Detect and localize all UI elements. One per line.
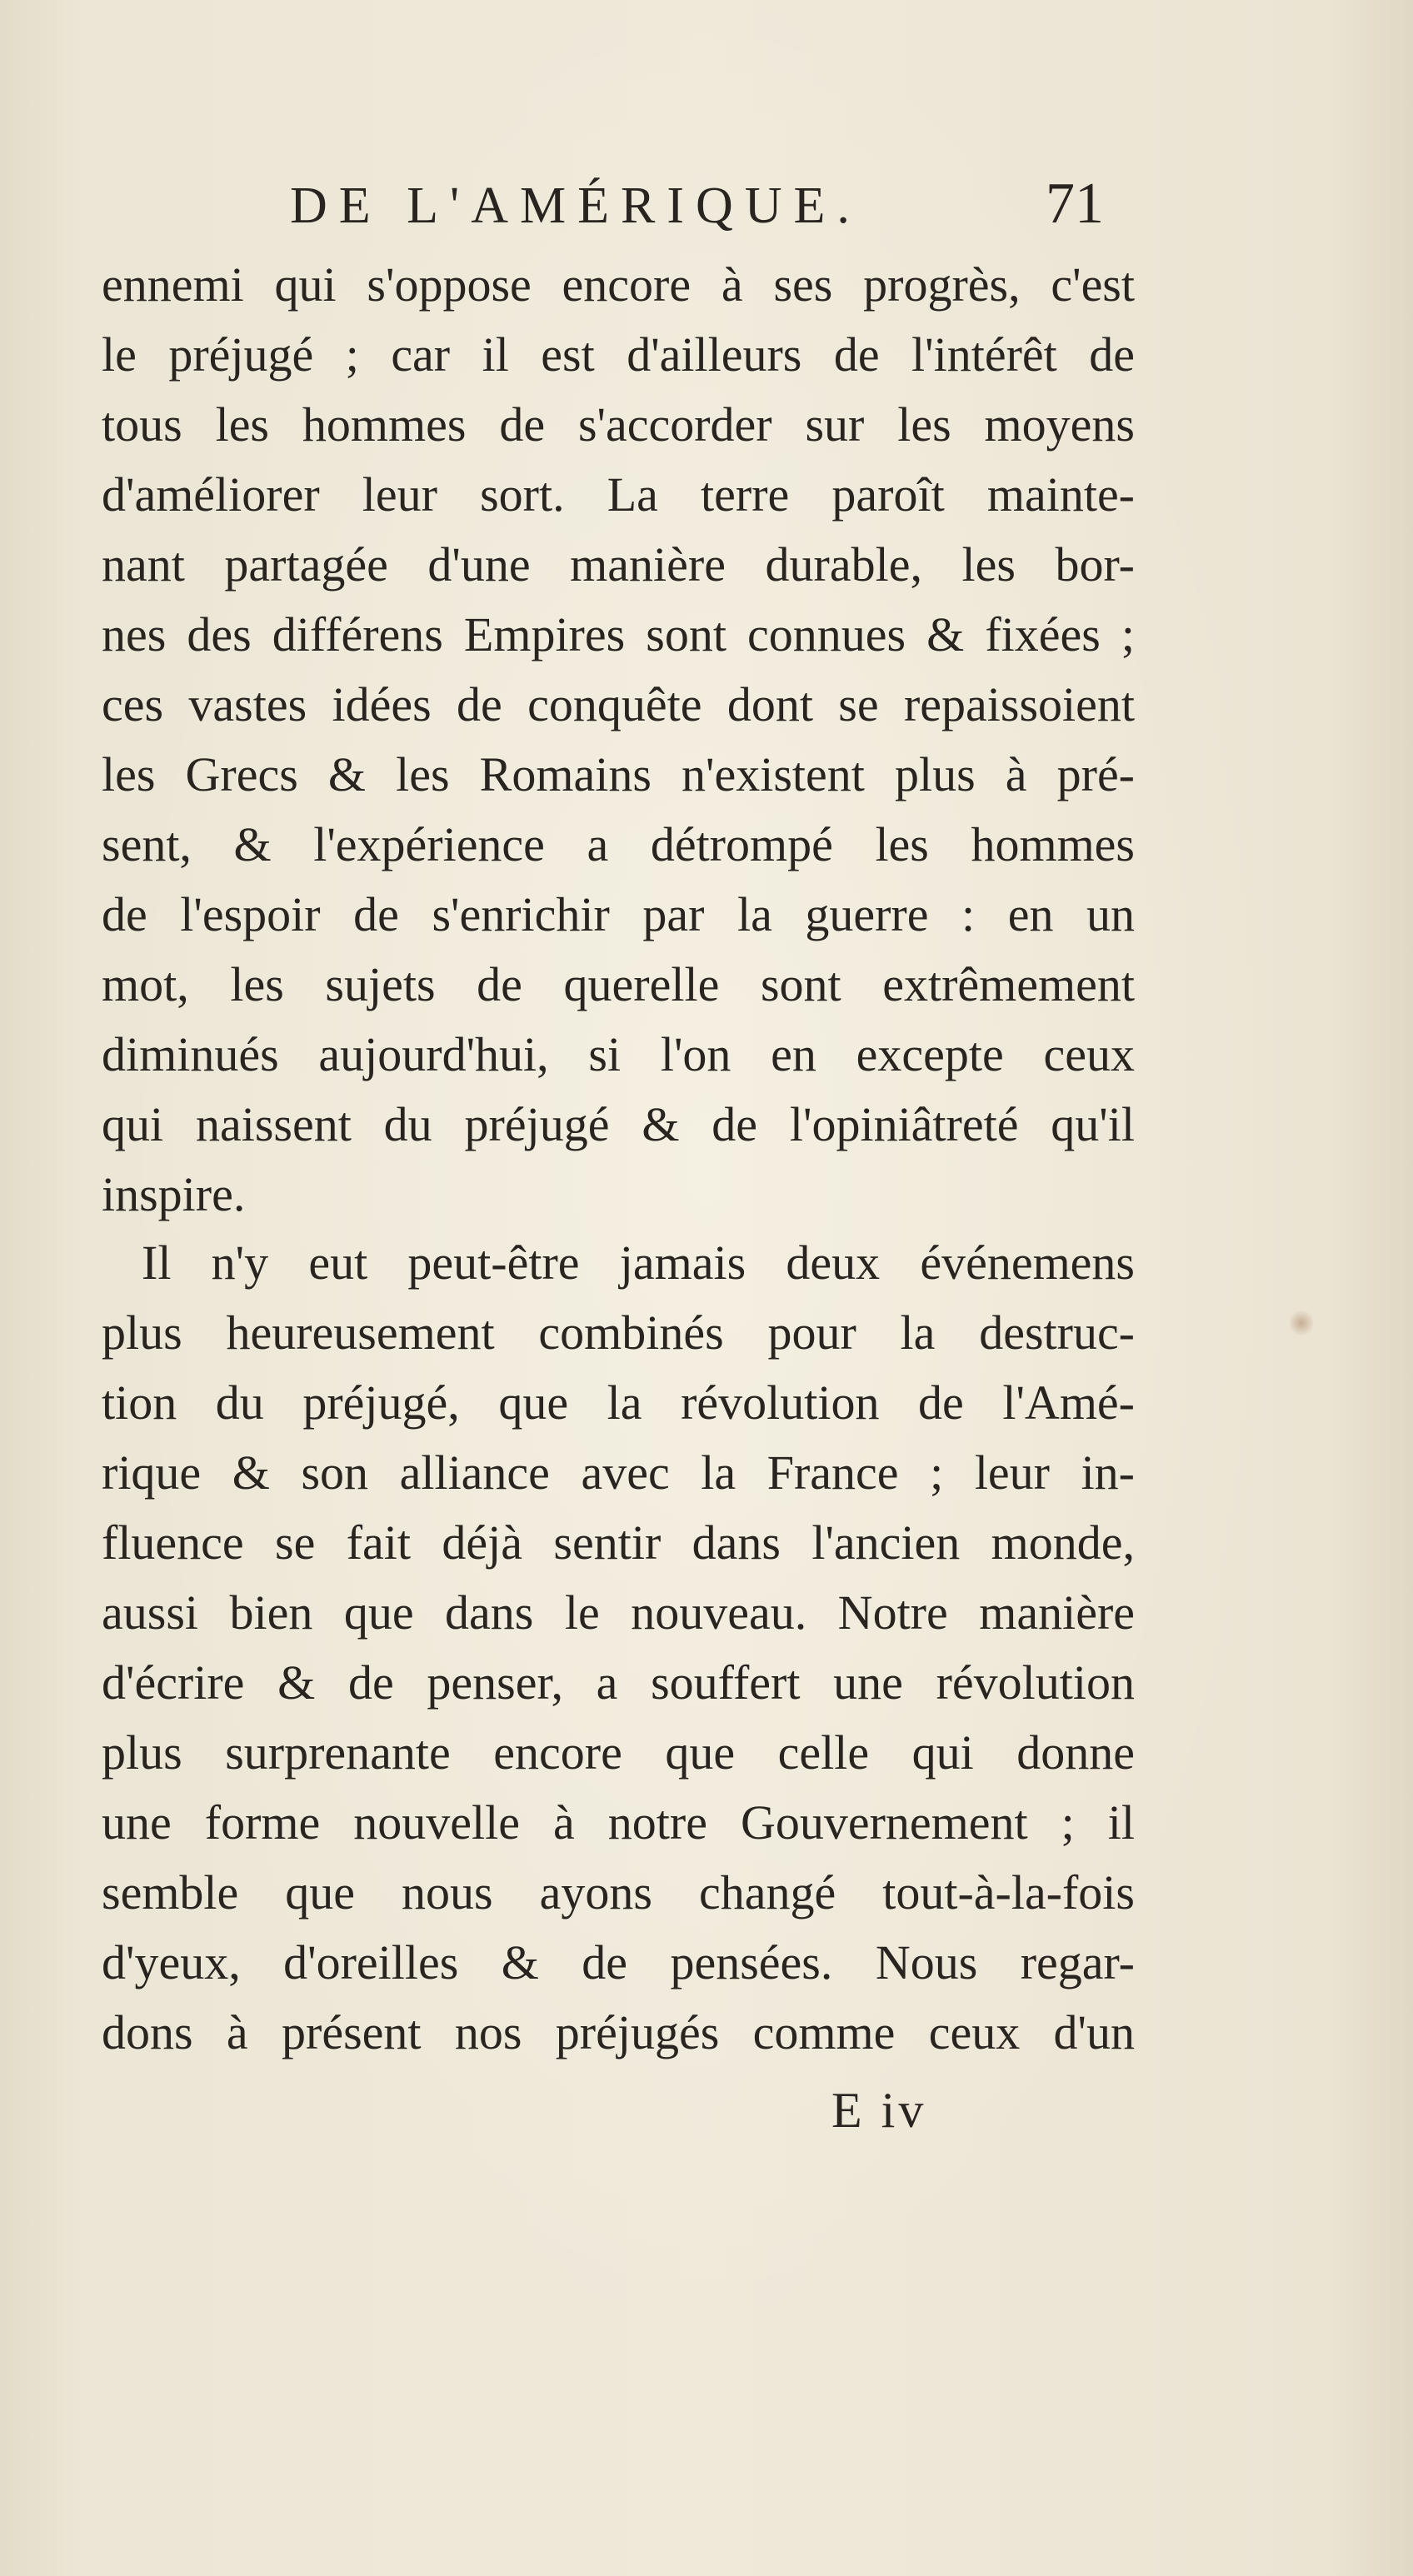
text-line: de l'espoir de s'enrichir par la guerre : en un [102,887,1135,941]
text-line: d'écrire & de penser, a souffert une révolution [102,1655,1135,1710]
text-line: mot, les sujets de querelle sont extrêmement [102,957,1135,1011]
text-line: fluence se fait déjà sentir dans l'ancien monde, [102,1515,1135,1570]
text-line: plus surprenante encore que celle qui donne [102,1725,1135,1780]
foxing-spot [1290,1308,1313,1338]
signature-mark: E iv [831,2083,927,2138]
page-number: 71 [1046,172,1104,236]
running-title: DE L'AMÉRIQUE. [290,177,861,234]
text-line: semble que nous ayons changé tout-à-la-fois [102,1865,1135,1920]
text-line: ennemi qui s'oppose encore à ses progrès, c'est [102,257,1135,312]
text-line: ces vastes idées de conquête dont se repaissoient [102,677,1135,731]
text-line: diminués aujourd'hui, si l'on en excepte ceux [102,1027,1135,1081]
text-line: plus heureusement combinés pour la destruc- [102,1305,1135,1360]
text-line: dons à présent nos préjugés comme ceux d'un [102,2005,1135,2059]
text-line: le préjugé ; car il est d'ailleurs de l'intérêt de [102,327,1135,382]
text-line: les Grecs & les Romains n'existent plus à pré- [102,747,1135,801]
running-header [290,177,1123,236]
text-line: d'yeux, d'oreilles & de pensées. Nous regar- [102,1935,1135,1989]
text-line: d'améliorer leur sort. La terre paroît mainte- [102,467,1135,522]
text-line: nant partagée d'une manière durable, les bor- [102,537,1135,592]
text-line: sent, & l'expérience a détrompé les hommes [102,817,1135,871]
text-line: aussi bien que dans le nouveau. Notre manière [102,1585,1135,1640]
text-line: qui naissent du préjugé & de l'opiniâtreté qu'il [102,1097,1135,1151]
text-line: une forme nouvelle à notre Gouvernement ; il [102,1795,1135,1850]
text-line: tous les hommes de s'accorder sur les moyens [102,397,1135,452]
text-line: inspire. [102,1167,246,1221]
text-line: rique & son alliance avec la France ; leur in- [102,1445,1135,1500]
text-line: tion du préjugé, que la révolution de l'Amé- [102,1375,1135,1430]
text-line: Il n'y eut peut-être jamais deux événemens [142,1236,1135,1290]
text-line: nes des différens Empires sont connues & fixées ; [102,607,1135,661]
